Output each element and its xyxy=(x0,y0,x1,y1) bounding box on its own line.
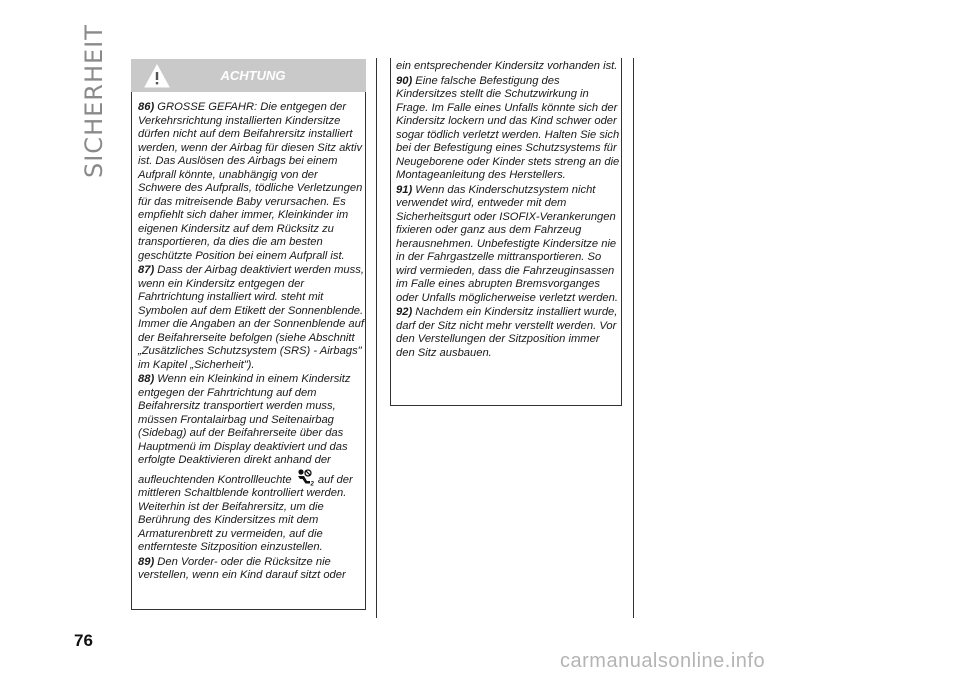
warning-text-right xyxy=(396,60,620,361)
warning-item-89-continued: ein entsprechender Kindersitz vorhanden ist. xyxy=(396,60,618,72)
svg-text:2: 2 xyxy=(310,481,314,486)
warning-header-label: ACHTUNG xyxy=(220,68,286,83)
page-number: 76 xyxy=(74,631,93,650)
warning-triangle-icon xyxy=(144,64,170,88)
watermark-text: carmanualsonline.info xyxy=(560,650,766,672)
warning-item-90: 90) Eine falsche Befestigung des Kindersitzes stellt die Schutzwirkung in Frage. Im Falle eines Unfalls könnte sich der Kindersitz lockern und das Kind schwer oder sogar tödlich verletzt werden. Halten Sie sich bei der Befestigung eines Schutzsystems für Neugeborene oder Kinder stets streng an die Montageanleitung des Herstellers. xyxy=(396,74,620,181)
warning-item-86: 86) GROSSE GEFAHR: Die entgegen der Verkehrsrichtung installierten Kindersitze dürfen nicht auf dem Beifahrersitz installiert werden, wenn der Airbag für diesen Sitz aktiv ist. Das Auslösen des Airbags bei einem Aufprall könnte, unabhängig von der Schwere des Aufpralls, tödliche Verletzungen für das mitreisende Baby verursachen. Es empfiehlt sich daher immer, Kleinkinder im eigenen Kindersitz auf dem Rücksitz zu transportieren, da dies die am besten geschützte Position bei einem Aufprall ist. xyxy=(138,101,363,262)
warning-item-92: 92) Nachdem ein Kindersitz installiert wurde, darf der Sitz nicht mehr verstellt werden. Vor den Verstellungen der Sitzposition immer den Sitz ausbauen. xyxy=(396,306,618,359)
warning-item-88: 88) Wenn ein Kleinkind in einem Kindersitz entgegen der Fahrtrichtung auf dem Beifahrersitz transportiert werden muss, müssen Frontalairbag und Seitenairbag (Sidebag) auf der Beifahrerseite über das Hauptmenü im Display deaktiviert und das erfolgte Deaktivieren direkt anhand der aufleuchtenden Kontrollleuchte 2 auf der mittleren Schaltblende kontrolliert werden. Weiterhin ist der Beifahrersitz, um die Berührung des Kindersitzes mit dem Armaturenbrett zu vermeiden, auf die entfernteste Sitzposition einzustellen. xyxy=(138,373,353,553)
warning-text-left xyxy=(138,101,364,584)
column-divider-right xyxy=(633,58,634,618)
column-divider-left xyxy=(376,58,377,618)
warning-item-91: 91) Wenn das Kinderschutzsystem nicht verwendet wird, entweder mit dem Sicherheitsgurt oder ISOFIX-Verankerungen fixieren oder ganz aus dem Fahrzeug herausnehmen. Unbefestigte Kindersitze nie in der Fahrgastzelle mittransportieren. So wird vermieden, dass die Fahrzeuginsassen im Falle eines abrupten Bremsvorganges oder Unfalls möglicherweise verletzt werden. xyxy=(396,183,618,304)
airbag-off-warning-icon xyxy=(295,468,315,486)
warning-item-89: 89) Den Vorder- oder die Rücksitze nie verstellen, wenn ein Kind darauf sitzt oder xyxy=(138,555,346,581)
section-title: SICHERHEIT xyxy=(80,24,108,178)
warning-header xyxy=(131,59,366,92)
warning-item-87: 87) Dass der Airbag deaktiviert werden muss, wenn ein Kindersitz entgegen der Fahrtrichtung installiert wird. steht mit Symbolen auf dem Etikett der Sonnenblende. Immer die Angaben an der Sonnenblende auf der Beifahrerseite befolgen (siehe Abschnitt „Zusätzliches Schutzsystem (SRS) - Airbags" im Kapitel „Sicherheit"). xyxy=(138,264,364,371)
